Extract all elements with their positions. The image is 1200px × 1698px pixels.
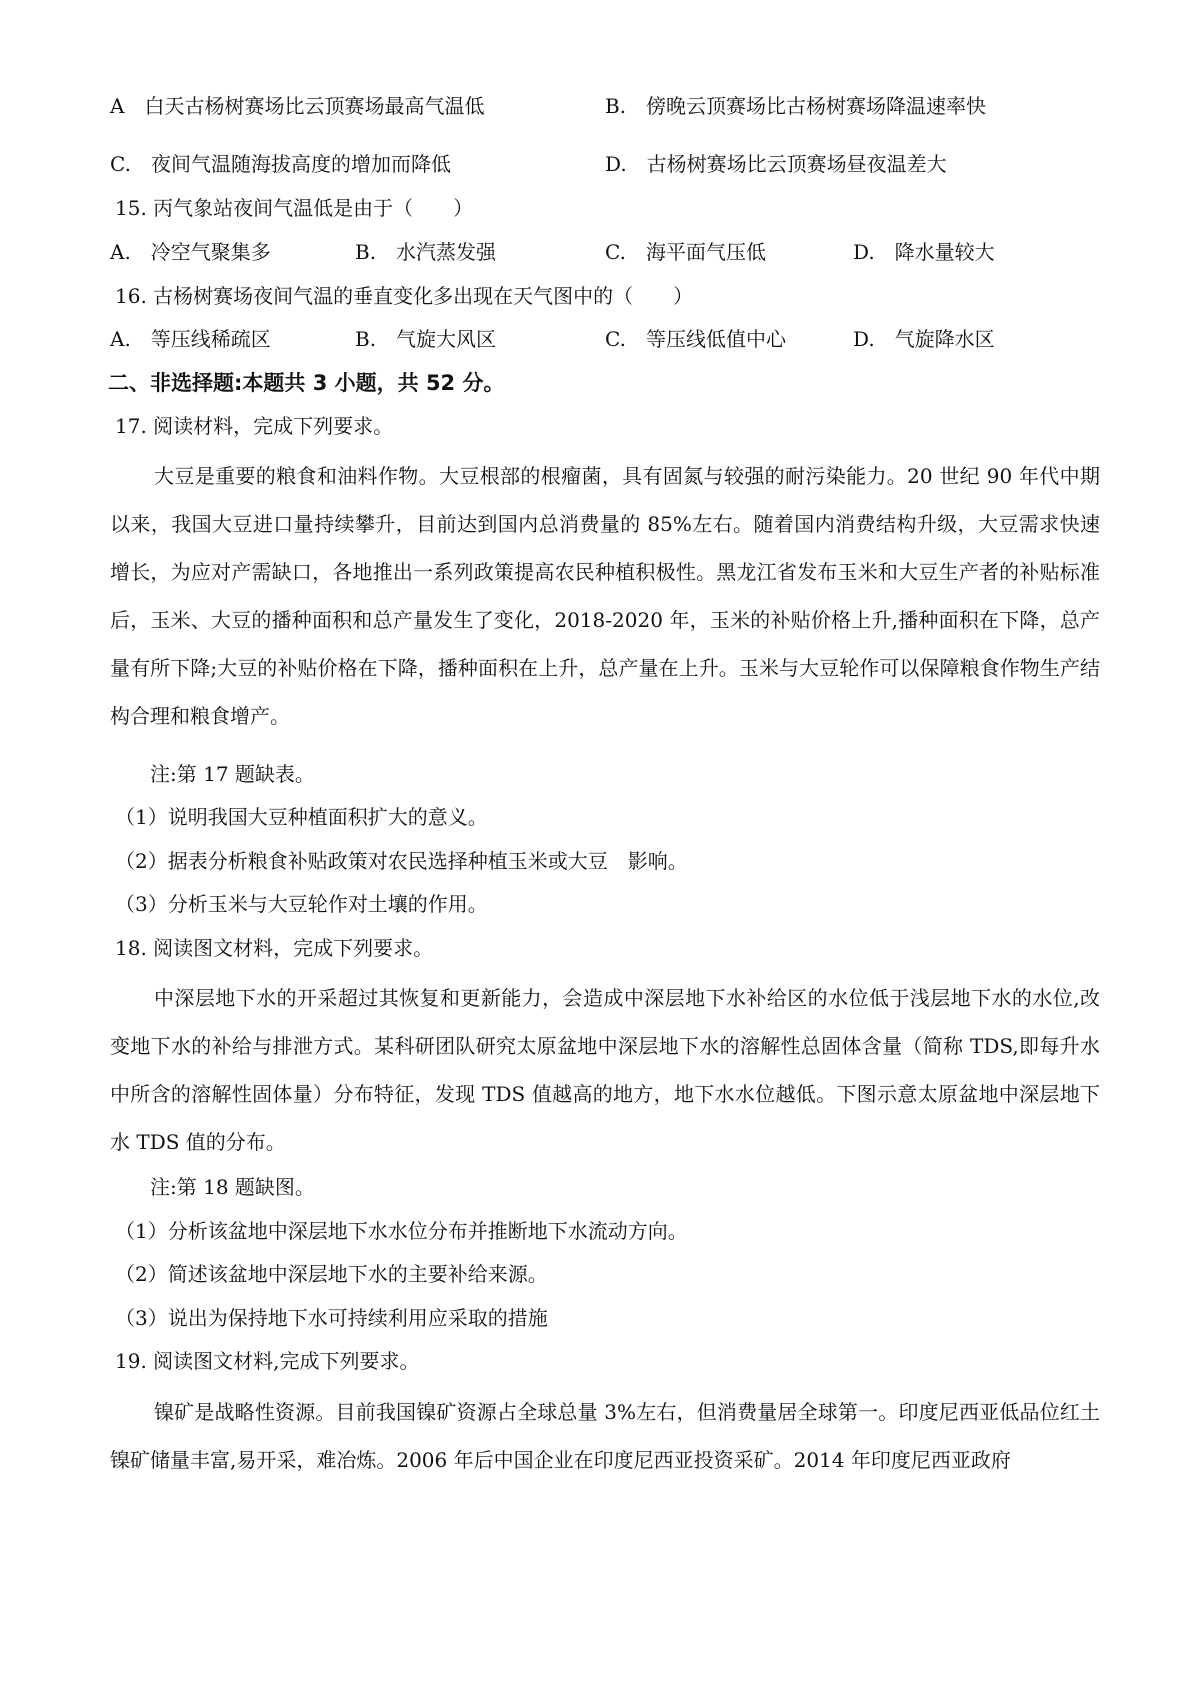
q15-option-b: B. 水汽蒸发强 [355,240,497,264]
q18-material: 中深层地下水的开采超过其恢复和更新能力，会造成中深层地下水补给区的水位低于浅层地下水的水位,改变地下水的补给与排泄方式。某科研团队研究太原盆地中深层地下水的溶解性总固体含量（简称 TDS,即每升水中所含的溶解性固体量）分布特征，发现 TDS 值越高的地方，地下水水位越低。下图示意太原盆地中深层地下水 TDS 值的分布。 [110,986,1100,1154]
q15-option-d: D. 降水量较大 [853,240,995,264]
q18-stem: 18. 阅读图文材料，完成下列要求。 [115,936,434,960]
q17-sub-2: （2）据表分析粮食补贴政策对农民选择种植玉米或大豆 影响。 [115,849,688,873]
q15-option-a: A. 冷空气聚集多 [110,240,271,264]
q17-sub-1: （1）说明我国大豆种植面积扩大的意义。 [115,805,488,829]
q18-note: 注:第 18 题缺图。 [150,1175,315,1199]
q18-sub-1: （1）分析该盆地中深层地下水水位分布并推断地下水流动方向。 [115,1219,688,1243]
q15-stem: 15. 丙气象站夜间气温低是由于（ ） [115,196,474,220]
q18-sub-3: （3）说出为保持地下水可持续利用应采取的措施 [115,1306,548,1330]
q16-stem: 16. 古杨树赛场夜间气温的垂直变化多出现在天气图中的（ ） [115,284,694,308]
q14-option-a: A 白天古杨树赛场比云顶赛场最高气温低 [110,94,485,118]
q16-option-c: C. 等压线低值中心 [605,327,786,351]
q15-option-c: C. 海平面气压低 [605,240,766,264]
q19-material: 镍矿是战略性资源。目前我国镍矿资源占全球总量 3%左右，但消费量居全球第一。印度尼西亚低品位红土镍矿储量丰富,易开采，难冶炼。2006 年后中国企业在印度尼西亚投资采矿。2014 年印度尼西亚政府 [110,1400,1100,1472]
q17-stem: 17. 阅读材料，完成下列要求。 [115,414,394,438]
q17-material: 大豆是重要的粮食和油料作物。大豆根部的根瘤菌，具有固氮与较强的耐污染能力。20 世纪 90 年代中期以来，我国大豆进口量持续攀升，目前达到国内总消费量的 85%左右。随着国内消费结构升级，大豆需求快速增长，为应对产需缺口，各地推出一系列政策提高农民种植积极性。黑龙江省发布玉米和大豆生产者的补贴标准后，玉米、大豆的播种面积和总产量发生了变化，2018-2020 年，玉米的补贴价格上升,播种面积在下降，总产量有所下降;大豆的补贴价格在下降，播种面积在上升，总产量在上升。玉米与大豆轮作可以保障粮食作物生产结构合理和粮食增产。 [110,464,1100,728]
q14-options-row-2 [110,150,1110,178]
q16-option-d: D. 气旋降水区 [853,327,995,351]
q18-sub-2: （2）简述该盆地中深层地下水的主要补给来源。 [115,1262,548,1286]
section-heading: 二、非选择题:本题共 3 小题，共 52 分。 [108,371,505,395]
q16-option-b: B. 气旋大风区 [355,327,497,351]
q14-options-row-1 [110,92,1110,120]
q14-option-c: C. 夜间气温随海拔高度的增加而降低 [110,152,451,176]
q14-option-d: D. 古杨树赛场比云顶赛场昼夜温差大 [605,152,947,176]
q16-option-a: A. 等压线稀疏区 [110,327,271,351]
q16-options-row [110,325,1110,353]
q15-options-row [110,238,1110,266]
q14-option-b: B. 傍晚云顶赛场比古杨树赛场降温速率快 [605,94,987,118]
q17-note: 注:第 17 题缺表。 [150,762,315,786]
q17-sub-3: （3）分析玉米与大豆轮作对土壤的作用。 [115,892,488,916]
q19-stem: 19. 阅读图文材料,完成下列要求。 [115,1349,420,1373]
